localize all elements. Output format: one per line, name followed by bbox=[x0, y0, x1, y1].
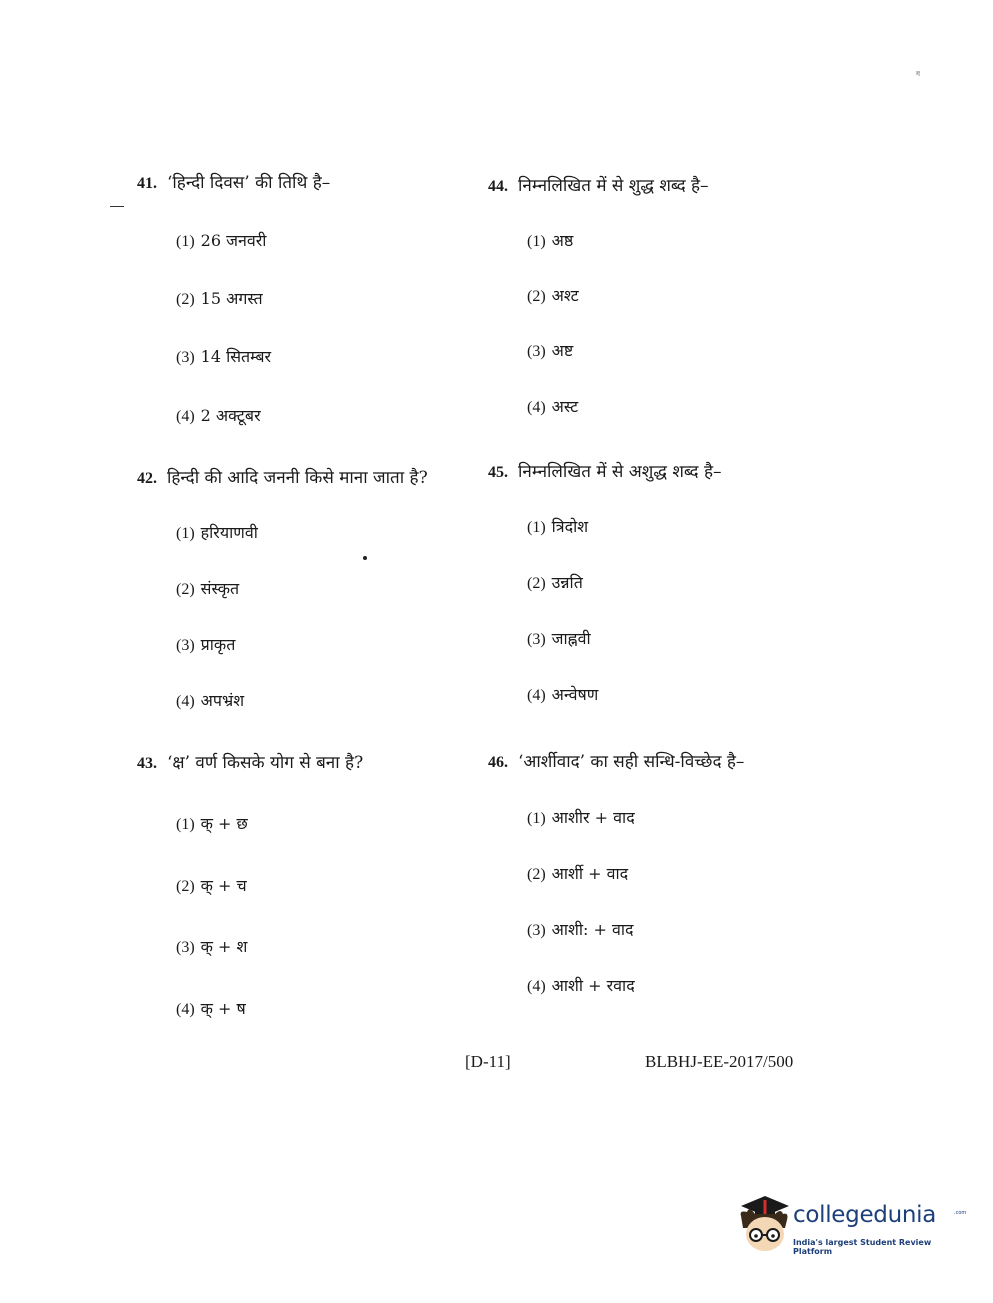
option-number: (2) bbox=[527, 288, 546, 305]
question-number: 45. bbox=[488, 464, 508, 481]
logo-suffix: .com bbox=[954, 1210, 967, 1216]
option-number: (2) bbox=[176, 878, 195, 895]
q41-option-1 bbox=[176, 229, 266, 251]
q46-option-2 bbox=[527, 862, 628, 884]
q41-option-4 bbox=[176, 404, 261, 426]
option-text: अस्ट bbox=[551, 397, 579, 416]
option-number: (3) bbox=[176, 939, 195, 956]
q44-option-4 bbox=[527, 395, 578, 417]
question-text: ‘आर्शीवाद’ का सही सन्धि-विच्छेद है– bbox=[518, 752, 745, 772]
q43-option-2 bbox=[176, 874, 247, 896]
option-number: (3) bbox=[527, 922, 546, 939]
option-number: (2) bbox=[176, 581, 195, 598]
option-number: (4) bbox=[176, 693, 195, 710]
left-pupil-shape bbox=[754, 1234, 758, 1238]
option-text: जाह्नवी bbox=[551, 629, 591, 648]
q41-option-2 bbox=[176, 287, 263, 309]
question-text: हिन्दी की आदि जननी किसे माना जाता है? bbox=[167, 468, 428, 488]
stray-dot bbox=[363, 556, 367, 560]
option-number: (3) bbox=[176, 349, 195, 366]
option-number: (4) bbox=[527, 399, 546, 416]
question-number: 41. bbox=[137, 175, 157, 192]
option-text: क् + ष bbox=[200, 999, 246, 1018]
option-text: संस्कृत bbox=[200, 579, 240, 598]
option-text: हरियाणवी bbox=[200, 523, 258, 542]
question-text: निम्नलिखित में से शुद्ध शब्द है– bbox=[518, 176, 709, 196]
option-text: अष्ट bbox=[551, 341, 574, 360]
option-number: (1) bbox=[176, 525, 195, 542]
option-number: (1) bbox=[527, 519, 546, 536]
option-text: क् + छ bbox=[200, 814, 248, 833]
q43-option-1 bbox=[176, 812, 248, 834]
option-text: क् + च bbox=[200, 876, 247, 895]
option-text: अन्वेषण bbox=[551, 685, 599, 704]
question-number: 46. bbox=[488, 754, 508, 771]
q42-option-4 bbox=[176, 689, 244, 711]
option-number: (2) bbox=[527, 866, 546, 883]
option-text: अश्ट bbox=[551, 286, 579, 305]
option-text: आशीर + वाद bbox=[551, 808, 635, 827]
q44-option-2 bbox=[527, 284, 579, 306]
question-text: निम्नलिखित में से अशुद्ध शब्द है– bbox=[518, 462, 722, 482]
option-number: (3) bbox=[527, 631, 546, 648]
right-pupil-shape bbox=[771, 1234, 775, 1238]
q45-option-1 bbox=[527, 515, 588, 537]
option-text: आर्शी + वाद bbox=[551, 864, 629, 883]
option-text: आशी: + वाद bbox=[551, 920, 634, 939]
page-code: [D-11] bbox=[465, 1052, 511, 1071]
q46-option-4 bbox=[527, 974, 635, 996]
question-45 bbox=[488, 459, 722, 482]
option-number: (4) bbox=[176, 1001, 195, 1018]
page-mark: ग bbox=[916, 70, 920, 78]
option-text: अष्ठ bbox=[551, 231, 574, 250]
exam-code: BLBHJ-EE-2017/500 bbox=[645, 1052, 794, 1071]
option-text: 15 अगस्त bbox=[200, 289, 263, 308]
q41-option-3 bbox=[176, 345, 271, 367]
question-number: 43. bbox=[137, 755, 157, 772]
question-43 bbox=[137, 750, 363, 773]
option-number: (4) bbox=[176, 408, 195, 425]
option-text: आशी + रवाद bbox=[551, 976, 635, 995]
q43-option-3 bbox=[176, 935, 247, 957]
option-text: 14 सितम्बर bbox=[200, 347, 272, 366]
question-text: ‘हिन्दी दिवस’ की तिथि है– bbox=[167, 173, 331, 193]
mascot-icon bbox=[735, 1194, 795, 1258]
q44-option-1 bbox=[527, 229, 573, 251]
question-number: 44. bbox=[488, 178, 508, 195]
option-number: (1) bbox=[176, 816, 195, 833]
collegedunia-logo bbox=[735, 1194, 965, 1264]
option-text: प्राकृत bbox=[200, 635, 236, 654]
option-number: (3) bbox=[527, 343, 546, 360]
q45-option-2 bbox=[527, 571, 583, 593]
question-text: ‘क्ष’ वर्ण किसके योग से बना है? bbox=[167, 753, 364, 773]
q43-option-4 bbox=[176, 997, 246, 1019]
question-41 bbox=[137, 170, 330, 193]
option-number: (4) bbox=[527, 978, 546, 995]
option-number: (2) bbox=[176, 291, 195, 308]
q42-option-3 bbox=[176, 633, 235, 655]
question-42 bbox=[137, 465, 428, 488]
margin-dash bbox=[110, 206, 124, 207]
option-text: क् + श bbox=[200, 937, 248, 956]
option-text: 2 अक्टूबर bbox=[200, 406, 261, 425]
option-number: (1) bbox=[176, 233, 195, 250]
option-text: 26 जनवरी bbox=[200, 231, 267, 250]
question-44 bbox=[488, 173, 709, 196]
q46-option-1 bbox=[527, 806, 635, 828]
q42-option-1 bbox=[176, 521, 258, 543]
logo-tagline: India's largest Student Review Platform bbox=[793, 1238, 932, 1256]
option-number: (4) bbox=[527, 687, 546, 704]
option-number: (3) bbox=[176, 637, 195, 654]
q45-option-3 bbox=[527, 627, 591, 649]
question-number: 42. bbox=[137, 470, 157, 487]
option-number: (1) bbox=[527, 233, 546, 250]
question-46 bbox=[488, 749, 744, 772]
logo-name: collegedunia bbox=[793, 1202, 937, 1228]
option-text: अपभ्रंश bbox=[200, 691, 245, 710]
option-text: त्रिदोश bbox=[551, 517, 589, 536]
q45-option-4 bbox=[527, 683, 598, 705]
option-number: (2) bbox=[527, 575, 546, 592]
q42-option-2 bbox=[176, 577, 239, 599]
option-number: (1) bbox=[527, 810, 546, 827]
option-text: उन्नति bbox=[551, 573, 583, 592]
q44-option-3 bbox=[527, 339, 573, 361]
q46-option-3 bbox=[527, 918, 634, 940]
